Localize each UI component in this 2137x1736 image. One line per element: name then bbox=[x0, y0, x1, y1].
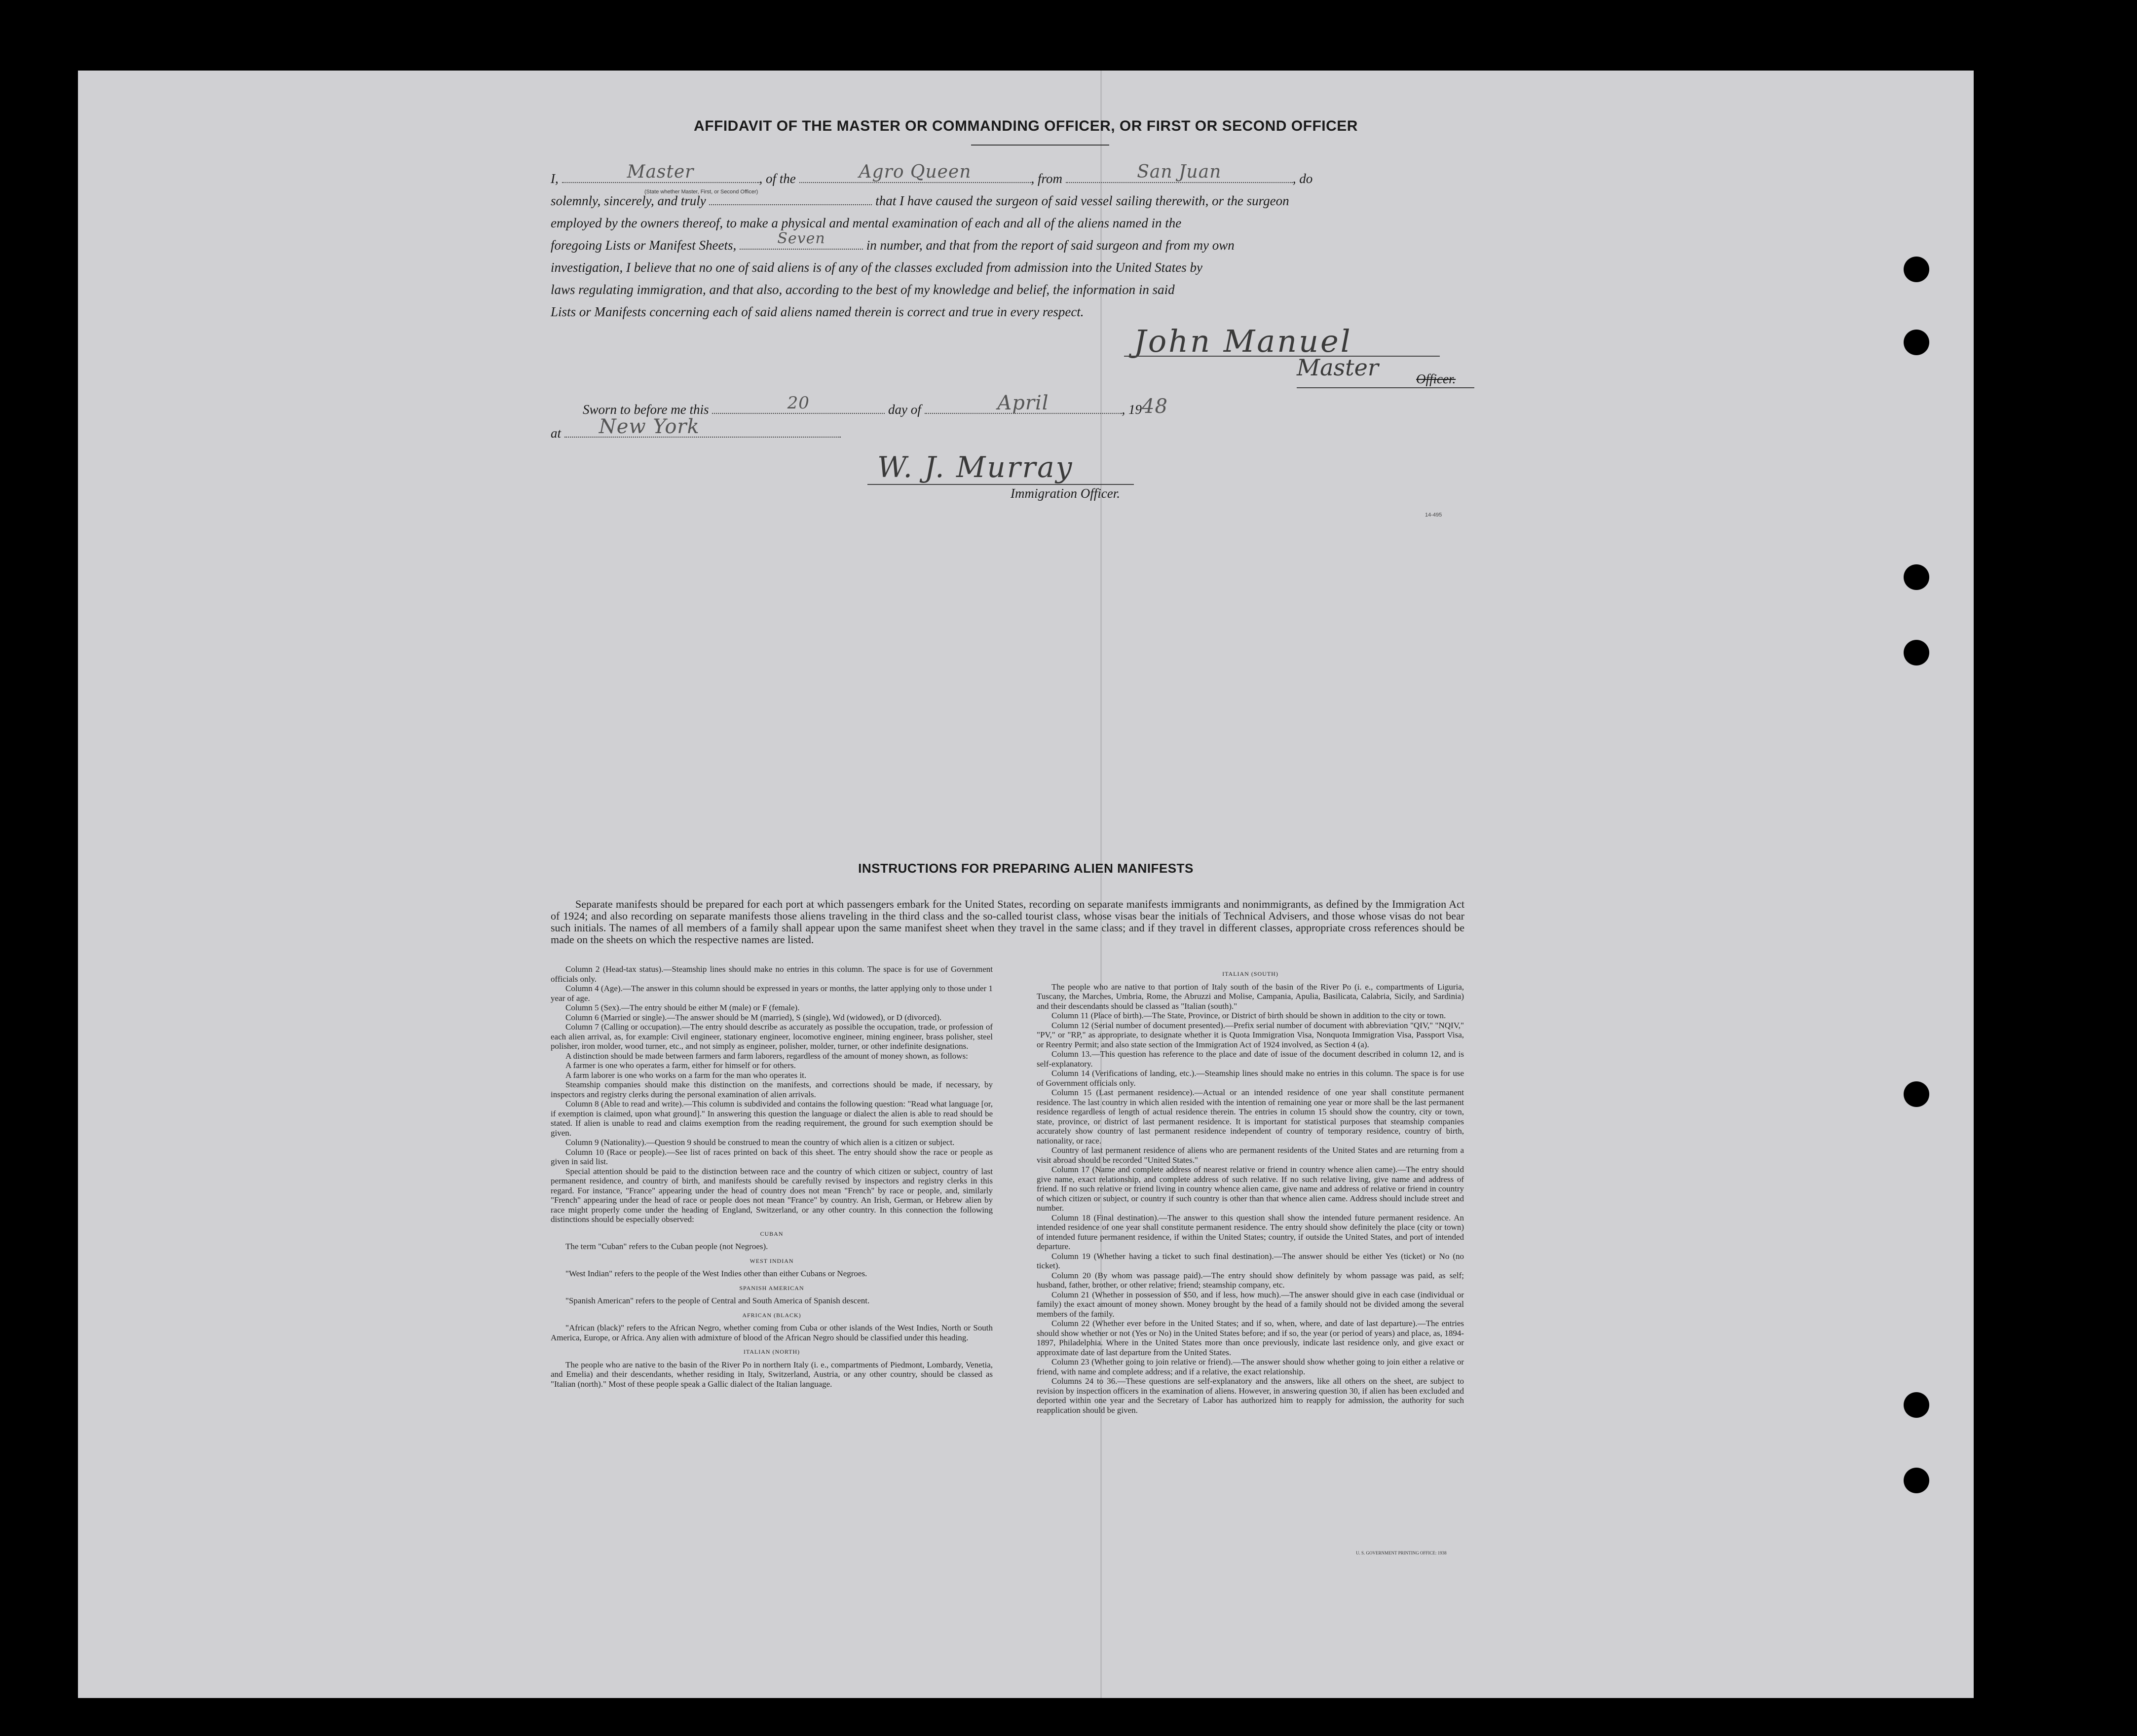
right-paragraph: Column 22 (Whether ever before in the United States; and if so, when, where, and date of last departure).—The entries should show whether or not (Yes or No) in the United States before; and if so, the year (or period of years) and place, as, 1894-1897, Philadelphia. Where in the United States more than once previously, indicate last residence only, and give exact or approximate date of last departure from the United States. bbox=[1037, 1319, 1464, 1357]
left-paragraph: Column 10 (Race or people).—See list of races printed on back of this sheet. The entry should show the race or people as given in said list. bbox=[551, 1147, 993, 1166]
port-handwriting: San Juan bbox=[1137, 162, 1222, 182]
affidavit-line-6: laws regulating immigration, and that also, according to the best of my knowledge and belief, the information in said bbox=[551, 282, 1175, 297]
left-paragraph: A farm laborer is one who works on a farm for the man who operates it. bbox=[565, 1070, 807, 1080]
section-text: The term "Cuban" refers to the Cuban people (not Negroes). bbox=[565, 1242, 768, 1251]
printer-note: U. S. GOVERNMENT PRINTING OFFICE: 1938 bbox=[1356, 1551, 1447, 1555]
right-paragraph: Column 21 (Whether in possession of $50, and if less, how much).—The answer should give in each case (individual or family) the exact amount of money shown. Money brought by the head of a family should not be divided among the several members of the family. bbox=[1037, 1290, 1464, 1319]
instructions-intro: Separate manifests should be prepared for each port at which passengers embark for the United States, recording on separate manifests immigrants and nonimmigrants, as defined by the Immigration Act of 1924; and also recording on separate manifests those aliens traveling in the third class and the so-called tourist class, whose visas bear the initials of Technical Advisers, and those whose visas do not bear such initials. The names of all members of a family shall appear upon the same manifest sheet when they travel in the same class; and if they travel in different classes, appropriate cross references should be made on the sheets on which the respective names are listed. bbox=[551, 898, 1464, 946]
left-paragraph: Column 2 (Head-tax status).—Steamship lines should make no entries in this column. The space is for use of Government officials only. bbox=[551, 964, 993, 984]
officer-hint: (State whether Master, First, or Second Officer) bbox=[644, 189, 758, 195]
form-number: 14-495 bbox=[1425, 512, 1442, 518]
affidavit-line-7: Lists or Manifests concerning each of said aliens named therein is correct and true in every respect. bbox=[551, 304, 1084, 319]
binder-hole bbox=[1904, 1081, 1929, 1107]
right-paragraph: Columns 24 to 36.—These questions are self-explanatory and the answers, like all others on the sheet, are subject to revision by inspection officers in the examination of aliens. However, in answering question 30, if alien has been excluded and deported within one year and the Secretary of Labor has authorized him to reapply for admission, the authority for such reapplication should be given. bbox=[1037, 1376, 1464, 1415]
section-text: "Spanish American" refers to the people of Central and South America of Spanish descent. bbox=[565, 1296, 870, 1305]
left-paragraph: Column 9 (Nationality).—Question 9 should be construed to mean the country of which alien is a citizen or subject. bbox=[565, 1138, 955, 1147]
right-paragraph: Column 23 (Whether going to join relative or friend).—The answer should show whether going to join either a relative or friend, with name and complete address; and if a relative, the exact relationship. bbox=[1037, 1357, 1464, 1376]
officer-handwriting: Master bbox=[627, 162, 694, 182]
section-text: "African (black)" refers to the African Negro, whether coming from Cuba or other islands of the West Indies, North or South America, Europe, or Africa. Any alien with admixture of blood of the African Negro should be classified under this heading. bbox=[551, 1323, 993, 1342]
at-label: at bbox=[551, 426, 562, 441]
binder-hole bbox=[1904, 257, 1929, 282]
immigration-signature-line bbox=[867, 484, 1134, 485]
manifest-sheet bbox=[78, 71, 1974, 1698]
left-paragraph: Column 8 (Able to read and write).—This column is subdivided and contains the following question: "Read what language [or, if exemption is claimed, upon what ground]." In answering this question the language or dialect the alien is able to read should be stated. If alien is unable to read and claims exemption from the reading requirement, the ground for such exemption should be given. bbox=[551, 1099, 993, 1138]
affidavit-line-3: employed by the owners thereof, to make a physical and mental examination of each and all of the aliens named in the bbox=[551, 216, 1182, 230]
affidavit-line-1 bbox=[551, 162, 1313, 190]
right-paragraph: The people who are native to that portion of Italy south of the basin of the River Po (i. e., compartments of Liguria, Tuscany, the Marches, Umbria, Rome, the Abruzzi and Molise, Campania, Apulia, Basilicata, Calabria, Sicily, and Sardinia) and their descendants should be classed as "Italian (south)." bbox=[1037, 982, 1464, 1011]
left-paragraph: Column 6 (Married or single).—The answer should be M (married), S (single), Wd (widowed), or D (divorced). bbox=[565, 1012, 942, 1022]
left-paragraph: Column 7 (Calling or occupation).—The entry should describe as accurately as possible the occupation, trade, or profession of each alien arrival, as, for example: Civil engineer, stationary engineer, locomotive engineer, mining engineer, brass polisher, steel polisher, iron molder, wood turner, etc., and not simply as engineer, polisher, molder, turner, or other indefinite designations. bbox=[551, 1022, 993, 1051]
right-paragraph: Column 19 (Whether having a ticket to such final destination).—The answer should be either Yes (ticket) or No (no ticket). bbox=[1037, 1251, 1464, 1270]
right-paragraph: Column 18 (Final destination).—The answer to this question shall show the intended future permanent residence. An intended residence of one year shall constitute permanent residence. The entry should show definitely the place (city or town) of intended future permanent residence, if within the United States; country, if outside the United States, and port of intended departure. bbox=[1037, 1213, 1464, 1251]
instructions-title: INSTRUCTIONS FOR PREPARING ALIEN MANIFESTS bbox=[858, 861, 1194, 876]
left-paragraph: A farmer is one who operates a farm, either for himself or for others. bbox=[565, 1061, 796, 1070]
master-signature-line bbox=[1124, 356, 1440, 357]
month-handwriting: April bbox=[997, 392, 1049, 414]
line4-rest: in number, and that from the report of said surgeon and from my own bbox=[866, 238, 1235, 253]
section-text: The people who are native to the basin of the River Po in northern Italy (i. e., compartments of Piedmont, Lombardy, Venetia, and Emelia) and their descendants, whether residing in Italy, Switzerland, Austria, or any other country, should be classed as "Italian (north)." Most of these people speak a Gallic dialect of the Italian language. bbox=[551, 1360, 993, 1389]
italian-south-heading: ITALIAN (SOUTH) bbox=[1222, 970, 1278, 977]
at-blank bbox=[564, 415, 841, 438]
right-paragraph: Column 13.—This question has reference to the place and date of issue of the document described in column 12, and is self-explanatory. bbox=[1037, 1049, 1464, 1069]
port-blank bbox=[1066, 162, 1293, 183]
section-heading: SPANISH AMERICAN bbox=[739, 1284, 804, 1292]
immigration-officer-label: Immigration Officer. bbox=[1011, 486, 1120, 501]
sworn-prefix: Sworn to before me this bbox=[583, 402, 709, 417]
at-handwriting: New York bbox=[599, 415, 700, 438]
binder-hole bbox=[1904, 1468, 1929, 1493]
left-paragraph: A distinction should be made between farmers and farm laborers, regardless of the amount of money shown, as follows: bbox=[565, 1051, 968, 1061]
sheets-blank bbox=[740, 230, 863, 250]
right-paragraph: Country of last permanent residence of aliens who are permanent residents of the United States and are returning from a visit abroad should be recorded "United States." bbox=[1037, 1145, 1464, 1165]
right-paragraph: Column 11 (Place of birth).—The State, Province, or District of birth should be shown in addition to the city or town. bbox=[1051, 1011, 1446, 1020]
affidavit-line-2 bbox=[551, 190, 1289, 212]
binder-hole bbox=[1904, 640, 1929, 665]
year-handwriting: 48 bbox=[1142, 395, 1168, 418]
officer-label: Officer. bbox=[1416, 371, 1456, 386]
of-the-text: , of the bbox=[759, 171, 796, 186]
truly-blank bbox=[709, 192, 872, 205]
instructions-left-column bbox=[551, 964, 993, 1389]
day-of-text: day of bbox=[888, 402, 921, 417]
officer-blank bbox=[562, 162, 759, 183]
line4-prefix: foregoing Lists or Manifest Sheets, bbox=[551, 238, 737, 253]
line2-rest: that I have caused the surgeon of said vessel sailing therewith, or the surgeon bbox=[875, 193, 1289, 208]
left-paragraph: Column 4 (Age).—The answer in this column should be expressed in years or months, the latter applying only to those under 1 year of age. bbox=[551, 984, 993, 1003]
left-paragraph: Column 5 (Sex).—The entry should be either M (male) or F (female). bbox=[565, 1003, 800, 1012]
fold-line bbox=[1100, 71, 1102, 1698]
month-blank bbox=[925, 392, 1122, 414]
section-heading: ITALIAN (NORTH) bbox=[743, 1348, 800, 1355]
affidavit-line-4 bbox=[551, 230, 1235, 257]
day-handwriting: 20 bbox=[787, 393, 810, 413]
section-heading: AFRICAN (BLACK) bbox=[742, 1311, 801, 1319]
sheets-handwriting: Seven bbox=[777, 230, 825, 247]
binder-hole bbox=[1904, 564, 1929, 590]
from-text: , from bbox=[1031, 171, 1063, 186]
section-heading: WEST INDIAN bbox=[750, 1257, 794, 1264]
section-text: "West Indian" refers to the people of the West Indies other than either Cubans or Negroes. bbox=[565, 1269, 867, 1278]
immigration-signature: W. J. Murray bbox=[877, 450, 1074, 484]
left-paragraph: Special attention should be paid to the distinction between race and the country of which citizen or subject, country of last permanent residence, and country of birth, and manifests should be carefully revised by inspectors and registry clerks in this regard. For instance, "France" appearing under the head of country does not mean "French" by race or people, and, similarly "French" appearing under the head of race or people does not mean "France" by country. An Irish, German, or Hebrew alien by race might properly come under the heading of England, Switzerland, or any other country. In this connection the following distinctions should be especially observed: bbox=[551, 1166, 993, 1224]
vessel-handwriting: Agro Queen bbox=[859, 162, 972, 182]
right-paragraph: Column 14 (Verifications of landing, etc.).—Steamship lines should make no entries in this column. The space is for use of Government officials only. bbox=[1037, 1069, 1464, 1088]
binder-hole bbox=[1904, 330, 1929, 355]
do-text: , do bbox=[1292, 171, 1313, 186]
left-paragraph: Steamship companies should make this distinction on the manifests, and corrections should be made, if necessary, by inspectors and registry clerks during the personal examination of alien arrivals. bbox=[551, 1080, 993, 1099]
title-rule bbox=[971, 145, 1109, 146]
right-paragraph: Column 15 (Last permanent residence).—Actual or an intended residence of one year shall constitute permanent residence. The last country in which alien resided with the intention of remaining one year or more shall be the last permanent residence regardless of length of actual residence therein. The entries in column 15 should show the country, city or town, state, province, or district of last permanent residence. It is important for statistical purposes that steamship companies accurately show country of last permanent residence independent of country of temporary residence, country of birth, nationality, or race. bbox=[1037, 1088, 1464, 1145]
right-paragraph: Column 12 (Serial number of document presented).—Prefix serial number of document with abbreviation "QIV," "NQIV," "PV," or "RP," as appropriate, to designate whether it is Quota Immigration Visa, Nonquota Immigration Visa, Passport Visa, or Reentry Permit; and also state section of the Immigration Act of 1924 involved, as Section 4 (a). bbox=[1037, 1020, 1464, 1049]
instructions-right-column bbox=[1037, 964, 1464, 1415]
line2-prefix: solemnly, sincerely, and truly bbox=[551, 193, 706, 208]
day-blank bbox=[712, 393, 885, 414]
right-paragraph: Column 17 (Name and complete address of nearest relative or friend in country whence alien came).—The entry should give name, exact relationship, and complete address of such relative. If no such relative living, give name and address of friend. If no such relative or friend living in country whence alien came, give name and address of relative or friend in country of which citizen or subject, or country if such country is other than that whence alien came. Address should include street and number. bbox=[1037, 1165, 1464, 1213]
at-line bbox=[551, 415, 841, 444]
year-prefix: , 19 bbox=[1122, 402, 1142, 417]
binder-hole bbox=[1904, 1392, 1929, 1418]
vessel-blank bbox=[799, 162, 1031, 183]
officer-line bbox=[1297, 387, 1474, 388]
master-signature: John Manuel bbox=[1134, 323, 1352, 359]
affidavit-i: I, bbox=[551, 171, 559, 186]
affidavit-line-5: investigation, I believe that no one of said aliens is of any of the classes excluded from admission into the United States by bbox=[551, 260, 1203, 275]
section-heading: CUBAN bbox=[760, 1230, 784, 1237]
affidavit-title: AFFIDAVIT OF THE MASTER OR COMMANDING OFFICER, OR FIRST OR SECOND OFFICER bbox=[694, 118, 1358, 134]
right-paragraph: Column 20 (By whom was passage paid).—The entry should show definitely by whom passage was paid, as self; husband, father, brother, or other relative; friend; steamship company, etc. bbox=[1037, 1270, 1464, 1290]
master-title-handwriting: Master bbox=[1297, 354, 1379, 381]
